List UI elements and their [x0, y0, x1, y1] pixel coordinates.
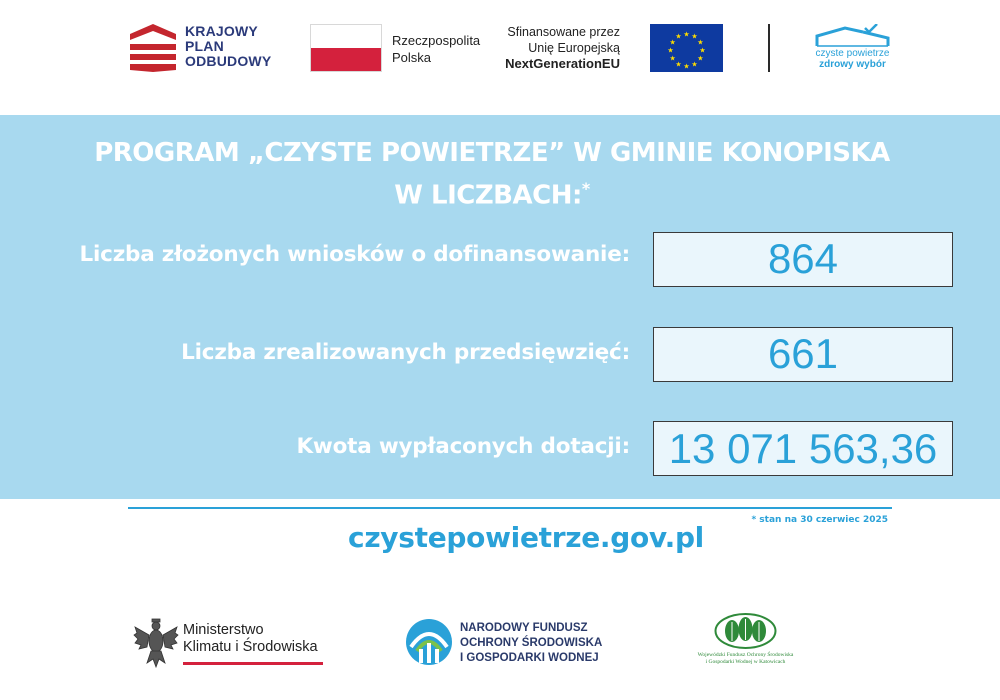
kpo-logo: [130, 24, 300, 74]
nfosigw-line-1: NARODOWY FUNDUSZ: [460, 622, 588, 634]
logo-bar: [0, 0, 1000, 115]
wfos-leaves-icon: [688, 612, 803, 650]
eu-logo: [500, 24, 730, 74]
stat-value-applications: 864: [653, 232, 953, 287]
svg-text:★: ★: [683, 30, 690, 39]
nfosigw-icon: [405, 617, 453, 667]
nfosigw-line-2: OCHRONY ŚRODOWISKA: [460, 637, 603, 649]
eu-line-2: Unię Europejską: [528, 41, 620, 55]
kpo-name: [185, 24, 271, 69]
cp-line-2: zdrowy wybór: [819, 59, 886, 70]
rp-line-2: Polska: [392, 50, 432, 65]
stats-panel: [0, 115, 1000, 499]
rp-name: [392, 32, 480, 66]
nfosigw-line-3: I GOSPODARKI WODNEJ: [460, 652, 599, 664]
rp-logo: [310, 24, 500, 74]
svg-text:★: ★: [669, 54, 676, 63]
stat-label-applications: Liczba złożonych wniosków o dofinansowanie:: [79, 242, 630, 267]
cp-line-1: czyste powietrze: [815, 48, 890, 59]
ministry-logo: [133, 617, 333, 671]
eu-line-1: Sfinansowane przez: [507, 25, 620, 39]
eu-line-3: NextGenerationEU: [505, 56, 620, 71]
ministry-line-2: Klimatu i Środowiska: [183, 639, 318, 655]
nfosigw-name: [460, 621, 602, 666]
wfosigw-name: [688, 652, 803, 666]
ministry-line-1: Ministerstwo: [183, 622, 264, 638]
kpo-line-3: ODBUDOWY: [185, 53, 272, 69]
kpo-line-2: PLAN: [185, 38, 224, 54]
title-line-2-text: W LICZBACH:: [394, 180, 582, 211]
eagle-emblem-icon: [133, 617, 179, 671]
page-title: [0, 135, 984, 214]
svg-text:★: ★: [691, 32, 698, 41]
svg-text:★: ★: [697, 38, 704, 47]
svg-text:★: ★: [675, 60, 682, 69]
stat-value-projects: 661: [653, 327, 953, 382]
polish-flag-icon: [310, 24, 382, 72]
divider-line: [128, 507, 892, 509]
title-footnote-mark: *: [581, 179, 590, 198]
stat-label-grants: Kwota wypłaconych dotacji:: [296, 434, 630, 459]
eu-caption: [505, 24, 620, 72]
eu-flag-icon: [650, 24, 723, 72]
wfosigw-logo: [688, 612, 803, 670]
footnote: * stan na 30 czerwiec 2025: [751, 515, 888, 525]
nfosigw-logo: [405, 617, 615, 671]
wfosigw-line-1: Wojewódzki Fundusz Ochrony Środowiska: [697, 652, 794, 658]
ministry-underline: [183, 662, 323, 665]
svg-text:★: ★: [675, 32, 682, 41]
svg-text:★: ★: [683, 62, 690, 71]
svg-text:★: ★: [699, 46, 706, 55]
website-link[interactable]: czystepowietrze.gov.pl: [348, 521, 704, 554]
kpo-stripes-icon: [130, 24, 176, 72]
title-line-2: [0, 171, 984, 214]
czyste-powietrze-logo: [815, 24, 890, 74]
ministry-name: [183, 622, 318, 656]
logo-divider: [768, 24, 770, 72]
svg-text:★: ★: [691, 60, 698, 69]
title-line-1: PROGRAM „CZYSTE POWIETRZE” W GMINIE KONOPISKA: [94, 138, 890, 168]
wfosigw-line-2: i Gospodarki Wodnej w Katowicach: [705, 659, 786, 665]
svg-text:★: ★: [697, 54, 704, 63]
svg-text:★: ★: [667, 46, 674, 55]
svg-text:★: ★: [669, 38, 676, 47]
cp-caption: [815, 48, 890, 70]
stat-value-grants: 13 071 563,36: [653, 421, 953, 476]
stat-label-projects: Liczba zrealizowanych przedsięwzięć:: [181, 340, 630, 365]
kpo-line-1: KRAJOWY: [185, 23, 258, 39]
house-check-icon: [815, 24, 890, 48]
rp-line-1: Rzeczpospolita: [392, 33, 481, 48]
